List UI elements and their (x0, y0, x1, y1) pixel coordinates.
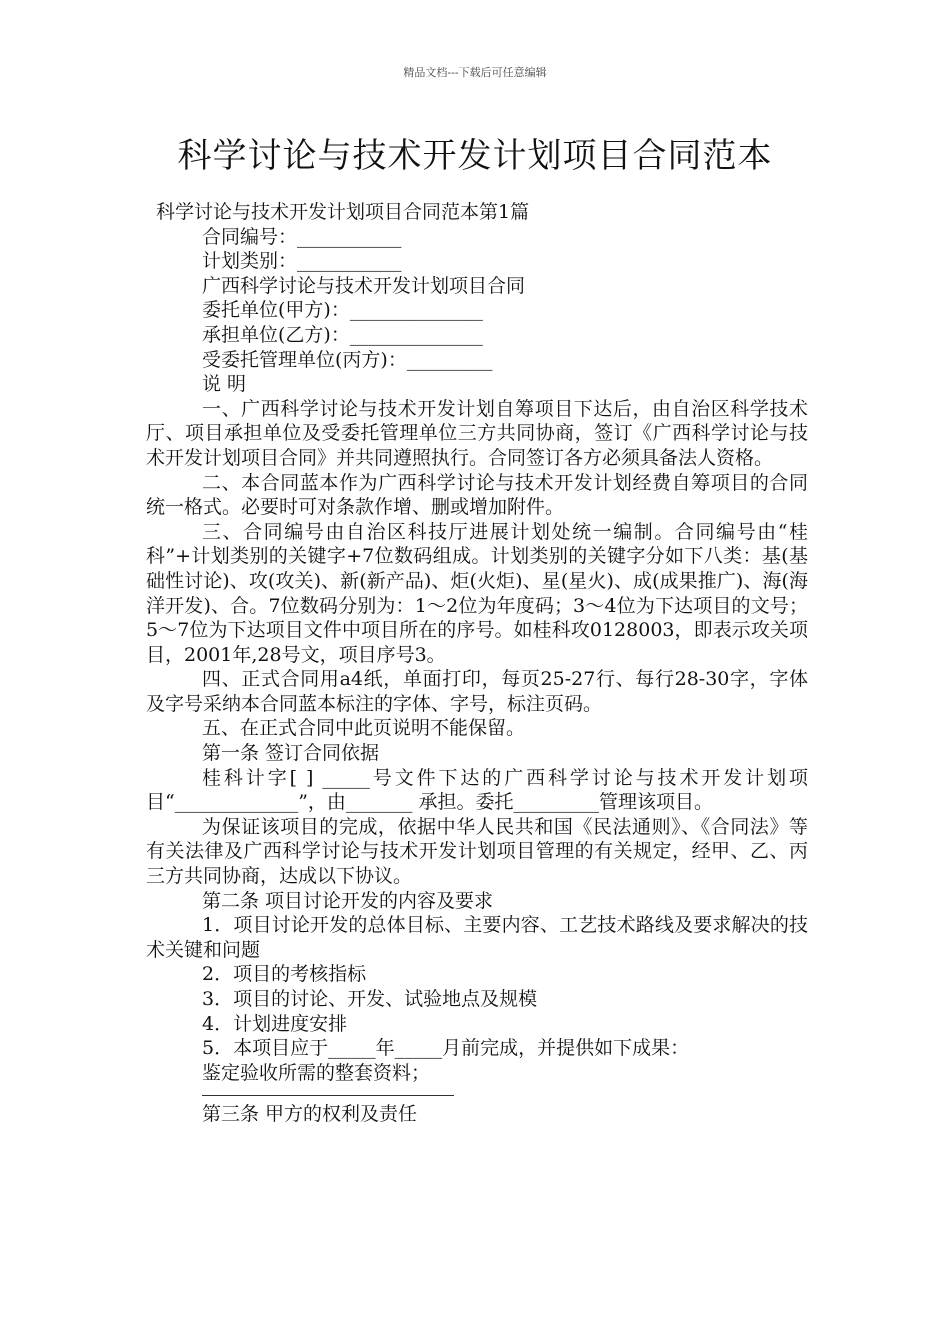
list-item: 2．项目的考核指标 (202, 963, 367, 986)
field-party-a: 委托单位(甲方)：______________ (202, 299, 483, 322)
list-item: 鉴定验收所需的整套资料； (202, 1061, 431, 1084)
list-item: 3．项目的讨论、开发、试验地点及规模 (202, 988, 538, 1010)
field-plan-category: 计划类别：___________ (202, 250, 402, 273)
paragraph: 为保证该项目的完成，依据中华人民共和国《民法通则》、《合同法》等有关法律及广西科学讨论与技术开发计划项目管理的有关规定，经甲、乙、丙三方共同协商，达成以下协议。 (146, 815, 808, 888)
article-heading: 第一条 签订合同依据 (202, 742, 380, 765)
paragraph: 五、在正式合同中此页说明不能保留。 (202, 717, 526, 740)
document-title: 科学讨论与技术开发计划项目合同范本 (177, 136, 773, 176)
paragraph: 四、正式合同用a4纸，单面打印，每页25-27行、每行28-30字，字体及字号采纳本合同蓝本标注的字体、字号，标注页码。 (146, 668, 808, 715)
document-subtitle: 科学讨论与技术开发计划项目合同范本第1篇 (156, 201, 530, 223)
paragraph: 三、合同编号由自治区科技厅进展计划处统一编制。合同编号由“桂科”+计划类别的关键字+7位数码组成。计划类别的关键字分如下八类：基(基础性讨论)、攻(攻关)、新(新产品)、炬(火炬)、星(星火)、成(成果推广)、海(海洋开发)、合。7位数码分别为：1～2位为年度码；3～4位为下达项目的文号；5～7位为下达项目文件中项目所在的序号。如桂科攻0128003，即表示攻关项目，2001年,28号文，项目序号3。 (146, 520, 808, 666)
contract-name: 广西科学讨论与技术开发计划项目合同 (202, 274, 526, 297)
list-item: 5．本项目应于_____年_____月前完成，并提供如下成果： (202, 1037, 690, 1060)
document-body (146, 200, 808, 1127)
blank-line (202, 1085, 454, 1096)
explanation-heading: 说 明 (202, 373, 247, 396)
field-party-c: 受委托管理单位(丙方)：_________ (202, 348, 493, 371)
article-heading: 第三条 甲方的权利及责任 (202, 1103, 418, 1126)
field-party-b: 承担单位(乙方)：______________ (202, 323, 483, 346)
field-contract-number: 合同编号：___________ (202, 225, 402, 248)
paragraph: 桂科计字[ ] _____号文件下达的广西科学讨论与技术开发计划项目“_____________”，由_______ 承担。委托_________管理该项目。 (146, 766, 808, 814)
list-item: 1．项目讨论开发的总体目标、主要内容、工艺技术路线及要求解决的技术关键和问题 (146, 914, 808, 961)
paragraph: 二、本合同蓝本作为广西科学讨论与技术开发计划经费自筹项目的合同统一格式。必要时可对条款作增、删或增加附件。 (146, 471, 808, 519)
paragraph: 一、广西科学讨论与技术开发计划自筹项目下达后，由自治区科学技术厅、项目承担单位及受委托管理单位三方共同协商，签订《广西科学讨论与技术开发计划项目合同》并共同遵照执行。合同签订各方必须具备法人资格。 (146, 397, 808, 469)
list-item: 4．计划进度安排 (202, 1012, 348, 1035)
article-heading: 第二条 项目讨论开发的内容及要求 (202, 889, 494, 912)
header-note: 精品文档---下载后可任意编辑 (403, 66, 547, 79)
